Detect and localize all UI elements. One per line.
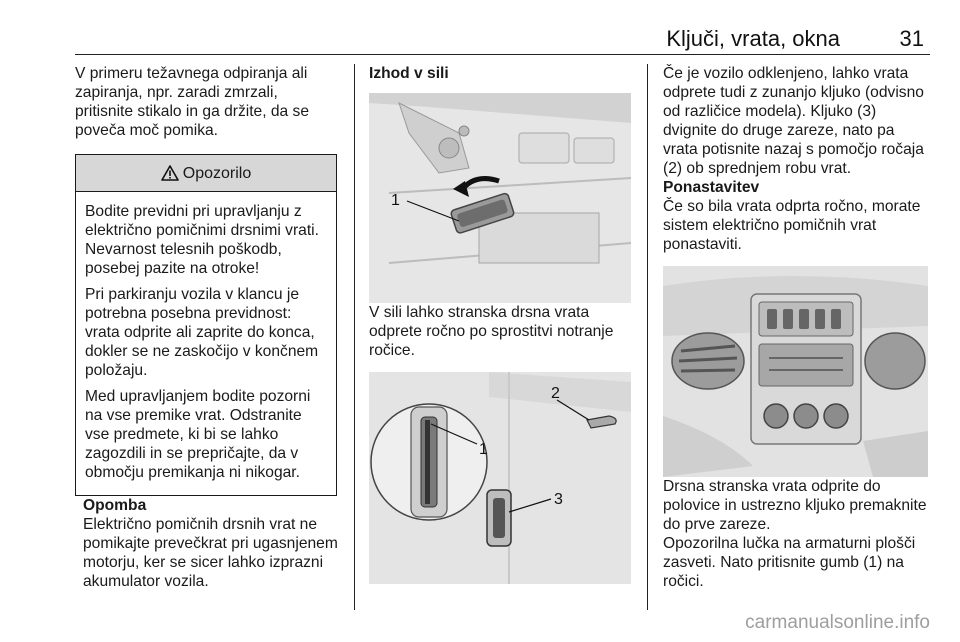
column-2 xyxy=(369,64,631,584)
column-1 xyxy=(75,64,340,591)
header-rule xyxy=(75,54,930,55)
emergency-paragraph: V sili lahko stranska drsna vrata odprete ročno po sprostitvi notranje ročice. xyxy=(369,304,614,359)
figure2-label-1: 1 xyxy=(479,441,488,458)
reset-paragraph: Če so bila vrata odprta ročno, morate sistem električno pomičnih vrat ponastaviti. xyxy=(663,198,921,253)
page-number: 31 xyxy=(899,26,924,51)
watermark: carmanualsonline.info xyxy=(745,612,930,633)
warning-triangle-icon xyxy=(161,165,179,181)
section-heading-reset: Ponastavitev xyxy=(663,179,760,196)
warning-light-paragraph: Opozorilna lučka na armaturni plošči zasveti. Nato pritisnite gumb (1) na ročici. xyxy=(663,535,916,590)
note-title: Opomba xyxy=(83,497,147,514)
page-title: Ključi, vrata, okna xyxy=(666,26,840,51)
figure-door-handles xyxy=(369,372,631,584)
intro-paragraph: V primeru težavnega odpiranja ali zapiranja, npr. zaradi zmrzali, pritisnite stikalo in ga držite, da se poveča moč pomika. xyxy=(75,65,310,139)
warning-box xyxy=(75,154,337,496)
column-divider-1 xyxy=(354,64,355,610)
figure-door-release-handle xyxy=(369,93,631,303)
warning-body xyxy=(76,192,336,495)
figure2-label-2: 2 xyxy=(551,385,560,402)
warning-paragraph: Pri parkiranju vozila v klancu je potrebna posebna previdnost: vrata odprite ali zaprite do konca, dokler se ne zaskočijo v končnem položaju. xyxy=(85,286,319,379)
note-body: Električno pomičnih drsnih vrat ne pomikajte prevečkrat pri ugasnjenem motorju, ker se sicer lahko izprazni akumulator vozila. xyxy=(83,516,338,590)
figure2-label-3: 3 xyxy=(554,491,563,508)
reset-step-paragraph: Drsna stranska vrata odprite do polovice in ustrezno kljuko premaknite do prve zareze. xyxy=(663,478,927,533)
figure-dashboard-switches xyxy=(663,266,928,477)
column-3 xyxy=(663,64,928,591)
outer-handle-paragraph: Če je vozilo odklenjeno, lahko vrata odprete tudi z zunanjo kljuko (odvisno od različice modela). Kljuko (3) dvignite do druge zareze, nato pa vrata potisnite nazaj s pomočjo ročaja (2) ob sprednjem robu vrat. xyxy=(663,65,924,177)
warning-paragraph: Med upravljanjem bodite pozorni na vse premike vrat. Odstranite vse predmete, ki bi se lahko zagozdili in se prepričajte, da v območju premikanja ni nikogar. xyxy=(85,388,311,481)
warning-title: Opozorilo xyxy=(182,164,252,182)
warning-header xyxy=(76,155,336,192)
section-heading-emergency-exit: Izhod v sili xyxy=(369,65,449,82)
column-divider-2 xyxy=(647,64,648,610)
warning-paragraph: Bodite previdni pri upravljanju z električno pomičnimi drsnimi vrati. Nevarnost telesnih poškodb, posebej pazite na otroke! xyxy=(85,203,319,277)
figure1-label-1: 1 xyxy=(391,192,400,209)
